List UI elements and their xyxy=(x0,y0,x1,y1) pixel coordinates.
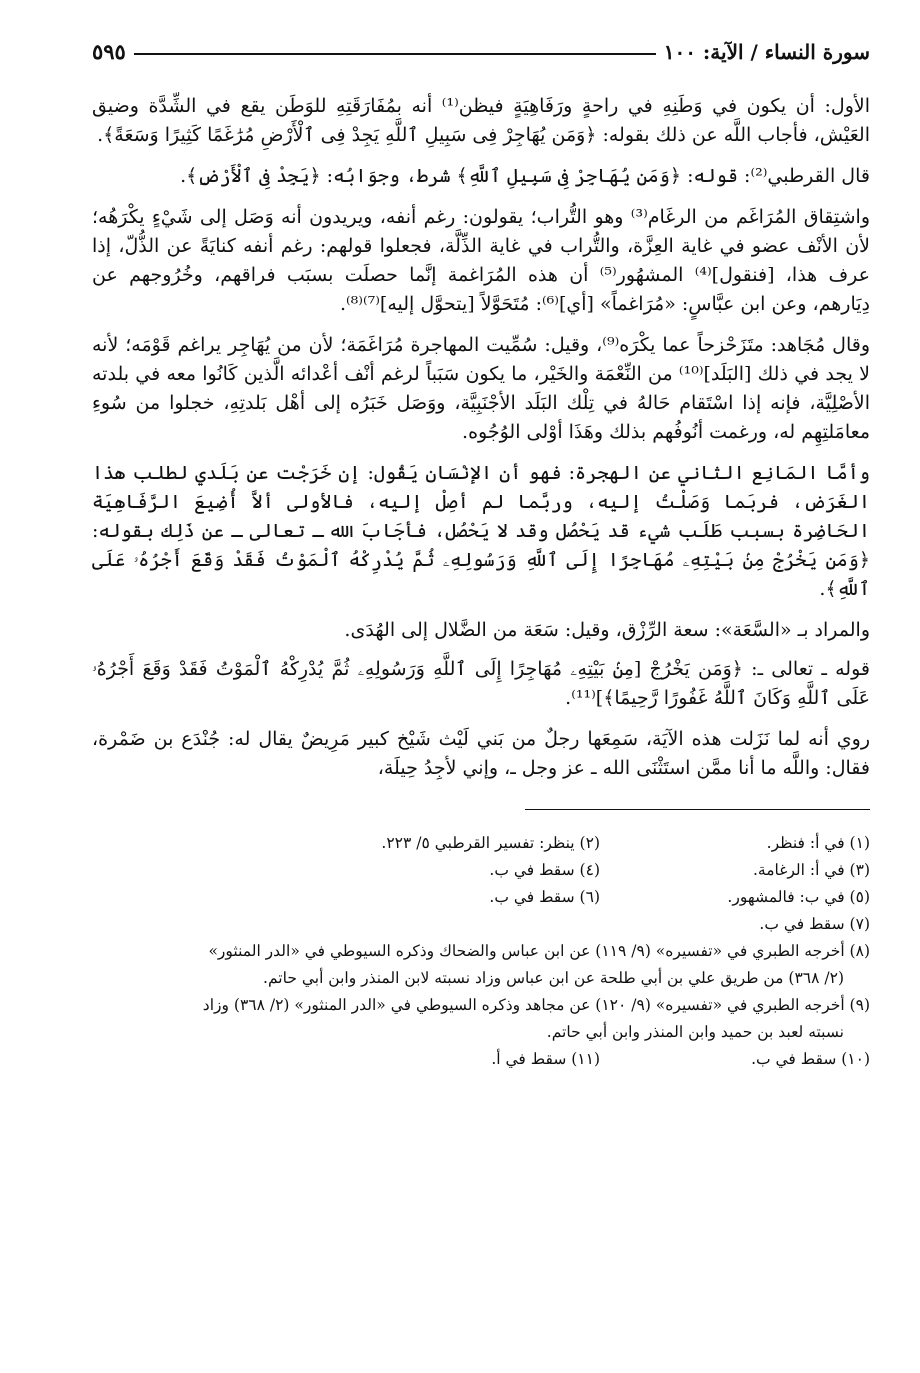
paragraph: قوله ـ تعالى ـ: ﴿وَمَن يَخْرُجْ [مِنۢ بَيْتِهِۦ مُهَاجِرًا إِلَى ٱللَّهِ وَرَسُولِهِۦ ثُمَّ يُدْرِكْهُ ٱلْمَوْتُ فَقَدْ وَقَعَ أَجْرُهُۥ عَلَى ٱللَّهِ وَكَانَ ٱللَّهُ غَفُورًا رَّحِيمًا﴾]⁽¹¹⁾. xyxy=(92,658,870,709)
footnote-row xyxy=(92,1046,870,1073)
paragraph: والمراد بـ «السَّعَة»: سعة الرِّزْق، وقيل: سَعَة من الضَّلال إلى الهُدَى. xyxy=(344,619,870,641)
main-text xyxy=(92,92,870,783)
footnote: (١١) سقط في أ. xyxy=(491,1050,600,1068)
footnote: (٨) أخرجه الطبري في «تفسيره» (٩/ ١١٩) عن ابن عباس والضحاك وذكره السيوطي في «الدر المنثور» xyxy=(208,942,870,960)
footnote: (٢) ينظر: تفسير القرطبي ٥/ ٢٢٣. xyxy=(381,834,600,852)
paragraph: الأول: أن يكون في وَطَنِهِ في راحةٍ ورَفَاهِيَةٍ فيظن⁽¹⁾ أنه بمُفَارَقَتِهِ للوَطَن يقع في الشِّدَّة وضيق العَيْش، فأجاب اللَّه عن ذلك بقوله: ﴿وَمَن يُهَاجِرْ فِى سَبِيلِ ٱللَّهِ يَجِدْ فِى ٱلْأَرْضِ مُرَٰغَمًا كَثِيرًا وَسَعَةً﴾. xyxy=(92,95,870,146)
paragraph: قال القرطبي⁽²⁾: قوله: ﴿وَمَن يُهَاجِرْ فِى سَبِيلِ ٱللَّهِ﴾ شرط، وجوَابُه: ﴿يَجِدْ فِى ٱلْأَرْضِ﴾. xyxy=(180,165,870,187)
footnote: (٩) أخرجه الطبري في «تفسيره» (٩/ ١٢٠) عن مجاهد وذكره السيوطي في «الدر المنثور» (٢/ ٣٦٨) وزاد xyxy=(202,996,870,1014)
header-rule xyxy=(134,53,656,55)
footnotes xyxy=(92,830,870,1073)
paragraph: وقال مُجَاهد: متَزَحْزحاً عما يكْرَه⁽⁹⁾، وقيل: سُمِّيت المهاجرة مُرَاغَمَة؛ لأن من يُهَاجِر يراغم قَوْمَه؛ لأنه لا يجد في ذلك [البَلَد]⁽¹⁰⁾ من النِّعْمَة والخَيْر، ما يكون سَبَباً لرغم أنْف أعْدائه الَّذين كَانُوا معه في بلدته الأصْلِيَّة، فإنه إذا اسْتَقام حَالهُ في تِلْك البَلَد الأجْنَبِيَّة، ووَصَل خَبَرُه إلى أهْل بَلدتِهِ، خجلوا من سُوءِ معامَلتِهِم له، ورغمت أنُوفُهم بذلك وهَذَا أوْلى الوُجُوه. xyxy=(92,334,870,443)
running-title: سورة النساء / الآية: ١٠٠ xyxy=(663,40,870,64)
footnote: (٤) سقط في ب. xyxy=(489,861,600,879)
footnote: (١٠) سقط في ب. xyxy=(751,1050,870,1068)
page-header xyxy=(92,30,870,64)
footnote-row xyxy=(92,884,870,911)
paragraph: واشتِقاق المُرَاغَم من الرغَام⁽³⁾ وهو التُّراب؛ يقولون: رغم أنفه، ويريدون أنه وَصَل إلى شَيْءٍ يكْرَهُه؛ لأن الأنْف عضو في غاية العِزَّة، والتُّراب في غاية الذِّلَّة، فجعلوا قولهم: رغم أنفه كنايَةً عن الذُّلّ، إذا عرف هذا، [فنقول]⁽⁴⁾ المشهُور⁽⁵⁾ أن هذه المُرَاغمة إنَّما حصلَت بسبَب فراقهم، وخُرُوجهم عن دِيَارهم، وعن ابن عبَّاسٍ: «مُرَاغماً» [أي]⁽⁶⁾: مُتَحَوَّلاً [يتحوَّل إليه]⁽⁷⁾⁽⁸⁾. xyxy=(92,206,870,315)
footnote-row xyxy=(92,830,870,857)
book-page xyxy=(92,30,870,1073)
footnote-continuation: (٢/ ٣٦٨) من طريق علي بن أبي طلحة عن ابن عباس وزاد نسبته لابن المنذر وابن أبي حاتم. xyxy=(263,969,844,987)
footnote-continuation: نسبته لعبد بن حميد وابن المنذر وابن أبي حاتم. xyxy=(546,1023,844,1041)
footnote-row xyxy=(92,857,870,884)
page-number: ٥٩٥ xyxy=(92,39,126,64)
footnote: (٣) في أ: الرغامة. xyxy=(752,861,870,879)
paragraph: روي أنه لما نَزَلت هذه الآيَة، سَمِعَها رجلٌ من بَني لَيْث شَيْخ كبير مَرِيضٌ يقال له: جُنْدَع بن ضَمْرة، فقال: واللَّه ما أنا ممَّن استَثْنَى الله ـ عز وجل ـ، وإني لأجِدُ حِيلَة، xyxy=(92,728,870,779)
footnote: (٧) سقط في ب. xyxy=(759,915,870,933)
paragraph: وأمَّا المَانِع الثاني عن الهجرة: فهو أن الإنْسَان يَقُول: إن خَرَجْت عن بَلَدي لطلب هذا الغَرَض، فربَما وَصَلْتُ إليه، وربَّما لم أصِلْ إليه، فالأولى ألاَّ أُضِيعَ الرَّفَاهِيَة الحَاضِرة بسبب طَلَب شيء قد يَحْصُل وقد لا يَحْصُل، فأجَابَ الله ـ تعالى ـ عن ذَلِك بقوله: ﴿وَمَن يَخْرُجْ مِنۢ بَيْتِهِۦ مُهَاجِرًا إِلَى ٱللَّهِ وَرَسُولِهِۦ ثُمَّ يُدْرِكْهُ ٱلْمَوْتُ فَقَدْ وَقَعَ أَجْرُهُۥ عَلَى ٱللَّهِ﴾. xyxy=(92,462,870,600)
footnote: (٥) في ب: فالمشهور. xyxy=(727,888,870,906)
footnote: (١) في أ: فنظر. xyxy=(766,834,870,852)
footnote: (٦) سقط في ب. xyxy=(489,888,600,906)
footnote-separator xyxy=(525,809,870,810)
